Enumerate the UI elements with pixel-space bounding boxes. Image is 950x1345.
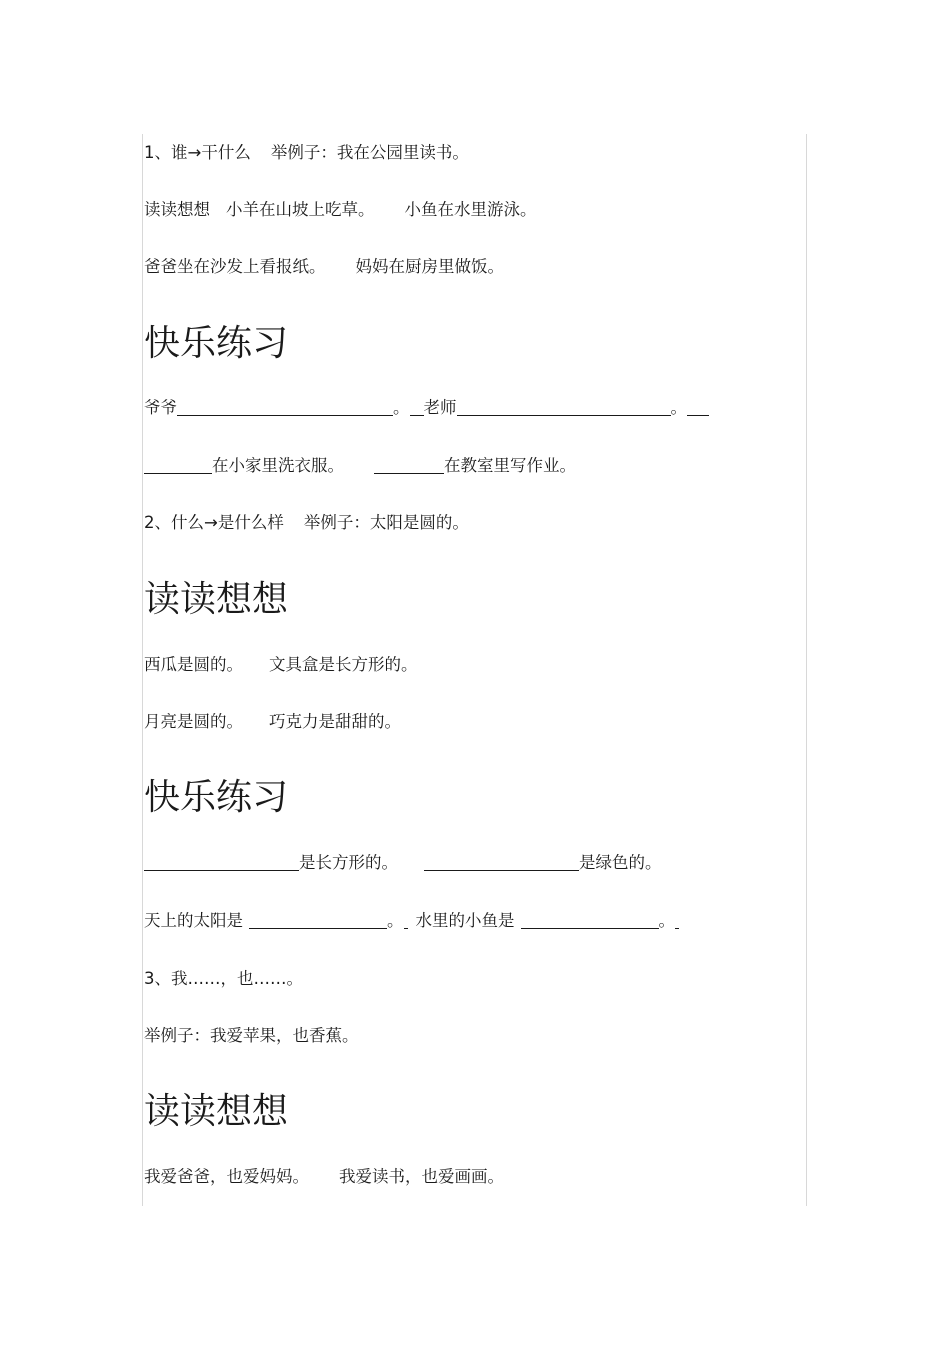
practice-heading: 快乐练习 xyxy=(144,777,289,818)
prompt-text: 是长方形的。 xyxy=(299,853,398,872)
practice-2-line-2 xyxy=(144,910,679,932)
read-label: 读读想想 xyxy=(144,200,210,219)
sentence: 西瓜是圆的。 xyxy=(144,655,243,674)
fill-blank[interactable] xyxy=(410,397,424,416)
sentence: 我爱爸爸，也爱妈妈。 xyxy=(144,1167,309,1186)
page-right-edge xyxy=(806,134,807,1206)
section-2-read-line-2 xyxy=(144,711,401,733)
prompt-text: 天上的太阳是 xyxy=(144,911,243,930)
section-3-example: 举例子：我爱苹果，也香蕉。 xyxy=(144,1026,359,1045)
section-2-title: 2、什么→是什么样 xyxy=(144,513,284,532)
section-3-read-line-1 xyxy=(144,1166,504,1188)
sentence: 巧克力是甜甜的。 xyxy=(269,712,401,731)
section-1-example: 举例子：我在公园里读书。 xyxy=(270,143,469,162)
sentence: 小羊在山坡上吃草。 xyxy=(226,200,375,219)
fill-blank[interactable] xyxy=(177,397,393,416)
section-2-title-line xyxy=(144,512,469,534)
section-2-example: 举例子：太阳是圆的。 xyxy=(303,513,469,532)
sentence: 我爱读书，也爱画画。 xyxy=(339,1167,504,1186)
practice-1-line-2 xyxy=(144,455,576,477)
fill-blank[interactable] xyxy=(424,852,579,871)
period-mark: 。 xyxy=(387,911,404,930)
fill-blank[interactable] xyxy=(404,910,408,929)
section-3-title: 3、我……，也……。 xyxy=(144,969,303,988)
section-1-title: 1、谁→干什么 xyxy=(144,143,251,162)
practice-heading: 快乐练习 xyxy=(144,323,289,364)
fill-blank[interactable] xyxy=(675,910,679,929)
period-mark: 。 xyxy=(670,398,687,417)
prompt-text: 爷爷 xyxy=(144,398,177,417)
prompt-text: 老师 xyxy=(423,398,457,417)
sentence: 月亮是圆的。 xyxy=(144,712,243,731)
section-1-title-line xyxy=(144,142,469,164)
sentence: 文具盒是长方形的。 xyxy=(269,655,418,674)
practice-1-line-1 xyxy=(144,397,709,419)
sentence: 爸爸坐在沙发上看报纸。 xyxy=(144,257,326,276)
section-2-read-line-1 xyxy=(144,654,418,676)
read-heading: 读读想想 xyxy=(144,1091,289,1132)
fill-blank[interactable] xyxy=(144,455,212,474)
period-mark: 。 xyxy=(393,398,410,417)
prompt-text: 在教室里写作业。 xyxy=(444,456,576,475)
fill-blank[interactable] xyxy=(521,910,659,929)
sentence: 妈妈在厨房里做饭。 xyxy=(355,257,504,276)
read-heading: 读读想想 xyxy=(144,579,289,620)
period-mark: 。 xyxy=(658,911,675,930)
practice-2-line-1 xyxy=(144,852,662,874)
prompt-text: 水里的小鱼是 xyxy=(415,911,515,930)
page-left-edge xyxy=(142,134,143,1206)
fill-blank[interactable] xyxy=(144,852,299,871)
fill-blank[interactable] xyxy=(374,455,444,474)
section-1-read-line-2 xyxy=(144,256,504,278)
prompt-text: 是绿色的。 xyxy=(579,853,662,872)
fill-blank[interactable] xyxy=(249,910,387,929)
fill-blank[interactable] xyxy=(457,397,671,416)
fill-blank[interactable] xyxy=(687,397,709,416)
section-1-read-line-1 xyxy=(144,199,537,221)
sentence: 小鱼在水里游泳。 xyxy=(404,200,537,219)
prompt-text: 在小家里洗衣服。 xyxy=(212,456,344,475)
